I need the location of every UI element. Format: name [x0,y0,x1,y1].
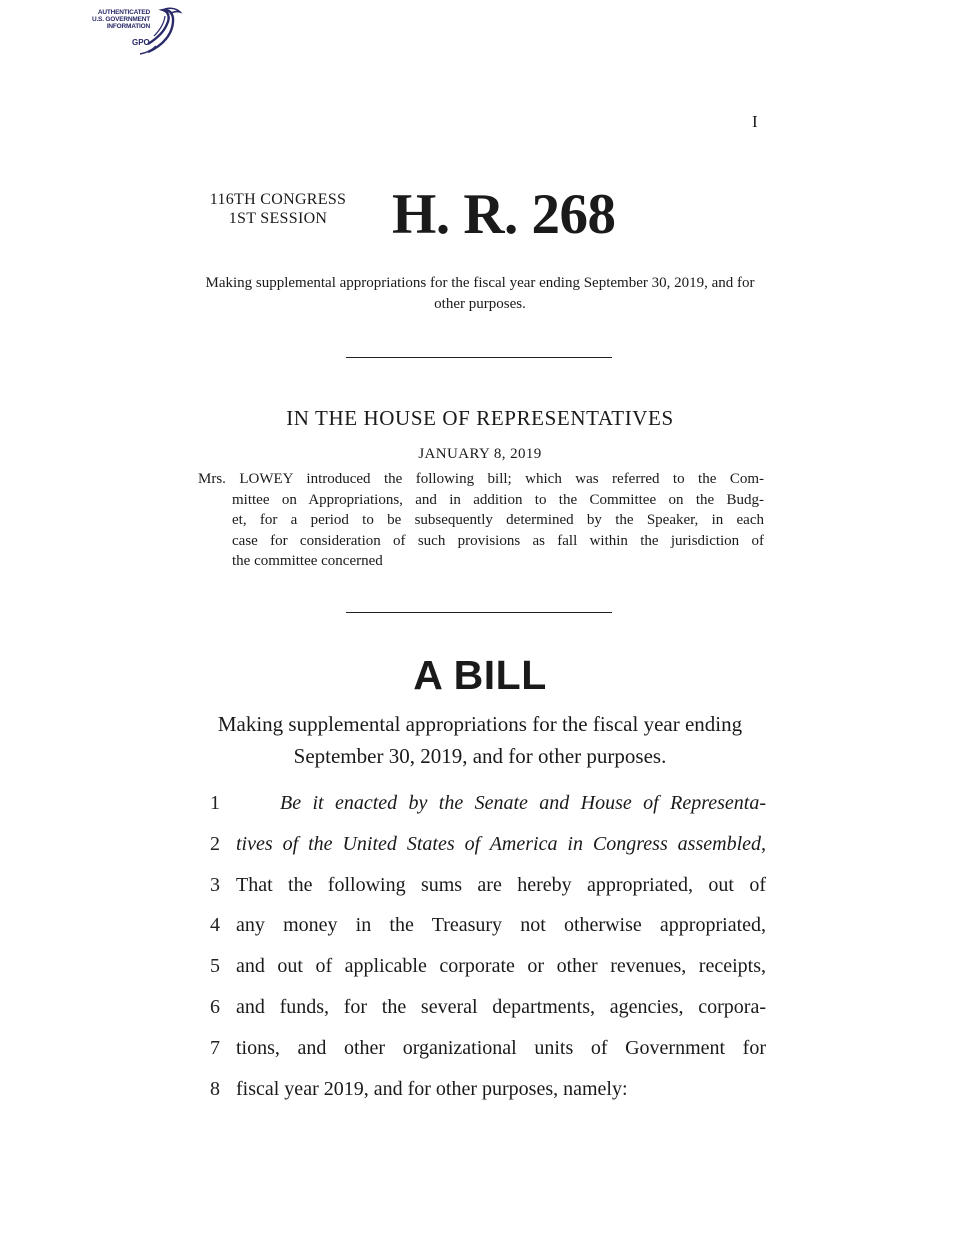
intro-line: case for consideration of such provisions as fall within the jurisdiction of [232,532,764,549]
bill-heading: A BILL [413,652,547,698]
seal-gpo-text: GPO [132,38,150,47]
chamber-heading: IN THE HOUSE OF REPRESENTATIVES [286,406,674,430]
bill-number: H. R. 268 [392,183,616,246]
line-number: 8 [210,1077,220,1100]
session-number: 1ST SESSION [228,210,328,227]
seal-line-3: INFORMATION [106,23,150,30]
bill-long-title: Making supplemental appropriations for the fiscal year ending September 30, 2019, and for other purposes. [217,712,743,768]
line-number: 5 [210,955,220,978]
congress-session-block [198,190,358,228]
bill-text-line [196,868,766,909]
seal-line-1: AUTHENTICATED [97,9,150,16]
bill-text-body [196,786,766,1112]
intro-line: the committee concerned [232,553,383,569]
intro-line: Mrs. LOWEY introduced the following bill; which was referred to the Com- [198,471,764,487]
intro-line: et, for a period to be subsequently determined by the Speaker, in each [232,512,764,528]
line-text: That the following sums are hereby appropriated, out of [236,873,766,896]
bill-text-line [196,827,766,868]
line-number: 3 [210,873,220,896]
line-text: and funds, for the several departments, agencies, corpora- [236,995,766,1018]
line-number: 4 [210,914,220,937]
intro-line: mittee on Appropriations, and in addition to the Committee on the Budg- [232,491,764,508]
gpo-authentication-seal [70,6,185,58]
bill-text-line [196,949,766,990]
bill-text-line [196,1031,766,1072]
line-number: 2 [210,832,220,855]
line-text: tions, and other organizational units of Government for [236,1036,766,1059]
divider-rule [346,357,612,358]
introduction-paragraph [198,469,764,572]
introduction-date: JANUARY 8, 2019 [418,446,542,462]
line-text: tives of the United States of America in Congress assembled, [236,832,766,855]
line-number: 6 [210,995,220,1018]
bill-text-line [196,908,766,949]
line-number: 7 [210,1036,220,1059]
bill-text-line [196,990,766,1031]
document-roman-numeral: I [752,112,758,131]
line-text: Be it enacted by the Senate and House of Representa- [280,792,766,814]
eagle-icon [70,6,185,58]
bill-text-line [196,1072,766,1113]
line-text: fiscal year 2019, and for other purposes, namely: [236,1077,628,1100]
divider-rule [346,612,612,613]
line-text: any money in the Treasury not otherwise appropriated, [236,914,766,937]
seal-line-2: U.S. GOVERNMENT [91,16,150,23]
bill-text-line [196,786,766,827]
line-text: and out of applicable corporate or other revenues, receipts, [236,955,766,978]
line-number: 1 [210,792,220,814]
short-description: Making supplemental appropriations for the fiscal year ending September 30, 2019, and for other purposes. [205,275,755,312]
congress-number: 116TH CONGRESS [209,191,347,208]
